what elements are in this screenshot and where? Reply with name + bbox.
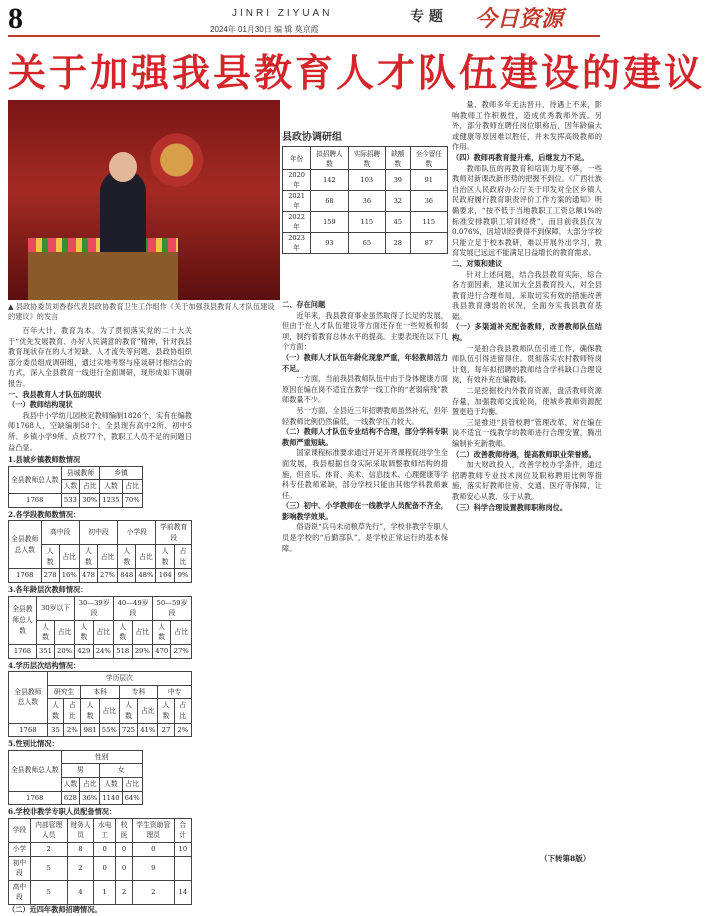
- table-header: 人数: [75, 620, 93, 644]
- table-cell: 20%: [55, 645, 75, 659]
- table-cell: 48%: [136, 569, 156, 583]
- table-header: 人数: [41, 545, 59, 569]
- table-cell: 91: [410, 170, 447, 191]
- dateline: 2024年 01月30日 编 辑 莫京霞: [210, 25, 319, 34]
- table-cell: 35: [47, 723, 63, 737]
- table-cell: 9%: [174, 569, 191, 583]
- table-header: 人数: [36, 620, 54, 644]
- masthead: [0, 0, 608, 36]
- table-header: 人数: [100, 777, 122, 791]
- table-cell: 2023年: [283, 233, 311, 254]
- table-cell: 1768: [9, 569, 42, 583]
- table-cell: 24%: [93, 645, 113, 659]
- table-header: 人数: [81, 699, 99, 723]
- table-header: 占比: [93, 620, 113, 644]
- table-cell: 27%: [98, 569, 118, 583]
- table-cell: 2020年: [283, 170, 311, 191]
- table-header: 性别: [61, 750, 142, 764]
- table-header: 全县教师总人数: [9, 750, 62, 791]
- table-header: 初中段: [79, 521, 117, 545]
- subsection-heading: （一）多渠道补充配备教师，改善教师队伍结构。: [452, 322, 602, 343]
- table-cell: 142: [311, 170, 348, 191]
- section-heading: 二、存在问题: [282, 300, 326, 309]
- paragraph: 一方面，当前我县教师队伍中由于身体健康方面原因在编在岗不适宜在教学一线工作的“老弱病残”教师数量不少。: [282, 374, 448, 405]
- table-cell: 115: [348, 212, 385, 233]
- middle-column: [282, 300, 448, 866]
- table-cell: 16%: [59, 569, 79, 583]
- table-header: 50—59岁段: [152, 596, 191, 620]
- table-header: 占比: [99, 699, 119, 723]
- table-header: 40—49岁段: [114, 596, 153, 620]
- table-cell: 0: [116, 842, 133, 856]
- table-cell: 2: [67, 856, 94, 880]
- section-heading: 一、我县教育人才队伍的现状: [8, 389, 102, 399]
- table-header: 学生资助管理员: [132, 818, 174, 842]
- paragraph: 国家课程标准要求通过开足开齐课程促进学生全面发展，我县根据自身实际采取调整教师结构的措施，但音乐、体育、美术、信息技术、心理健康等学科专任教师紧缺，部分学校只能由其他学科教师兼任。: [282, 448, 448, 500]
- table-cell: 2: [132, 880, 174, 904]
- table-header: 占比: [55, 620, 75, 644]
- table-cell: 1235: [100, 493, 122, 507]
- table-cell: 5: [30, 880, 67, 904]
- table-row: [283, 233, 448, 254]
- paragraph: 百年大计，教育为本。为了贯彻落实党的二十大关于“优先发展教育、办好人民满意的教育”精神，针对我县教育现状存在的人才短缺、人才流失等问题，县政协组织部分委员组成调研组，通过实地考察与座谈研讨相结合的方式，深入全县教育一线进行全面调研，现形成如下调研报告。: [8, 326, 192, 388]
- table-cell: 29%: [132, 645, 152, 659]
- subsection-heading: （二）改善教师待遇，提高教师职业荣誉感。: [452, 449, 596, 459]
- table-cell: [174, 856, 191, 880]
- table-header: 人数: [156, 545, 174, 569]
- table-header: 小学段: [118, 521, 156, 545]
- table-header: 高中段: [41, 521, 79, 545]
- table-title: 3.各年龄层次教师情况：: [8, 585, 88, 595]
- speaker-head: [109, 152, 137, 182]
- table-header: 实际招聘数: [348, 147, 385, 170]
- table-cell: 36%: [80, 791, 100, 805]
- table-title: 2.各学段教师数情况：: [8, 509, 81, 519]
- table-cell: 1140: [100, 791, 122, 805]
- gender-table: [8, 750, 143, 805]
- column-name: 专 题: [410, 9, 443, 25]
- table-cell: 0: [94, 856, 116, 880]
- table-cell: 2: [116, 880, 133, 904]
- paragraph: 教师队伍的再教育和培训力度不够，一些教师对新课改新形势的把握不到位。《广西壮族自治区人民政府办公厅关于印发对全区乡镇人民政府履行教育职责评价工作方案的通知》明确要求，“按不低于当地教职工工资总额1%的标准安排教职工培训经费”，而目前我县仅为0.076%，因培训经费得不到保障，大部分学校只能立足于校本教研，难以开展外出学习，教育发展已远远不能满足日益增长的教育需求。: [452, 163, 602, 258]
- table-cell: 36: [348, 191, 385, 212]
- table-cell: 725: [119, 723, 137, 737]
- table-cell: 高中段: [9, 880, 31, 904]
- table-header: 乡镇: [100, 466, 142, 480]
- masthead-rule: [8, 35, 600, 37]
- table-header: 年份: [283, 147, 311, 170]
- table-header: 县城教师: [61, 466, 100, 480]
- table-header: 人数: [119, 699, 137, 723]
- table-cell: 2%: [174, 723, 191, 737]
- table-cell: 45: [386, 212, 410, 233]
- paragraph: 针对上述问题，结合我县教育实际，综合各方面因素，建议加大全县教育投入，对全县教育进行合理布局，采取切实有效的措施改善我县教育薄弱的状况，全面夯实我县教育基础。: [452, 269, 602, 321]
- table-header: 占比: [80, 480, 100, 494]
- table-header: 合计: [174, 818, 191, 842]
- table-cell: 8: [67, 842, 94, 856]
- table-header: 占比: [174, 699, 191, 723]
- table-header: 财务人员: [67, 818, 94, 842]
- table-header: 人数: [47, 699, 63, 723]
- table-header: 全县教师总人数: [9, 521, 42, 569]
- paragraph: 加大财政投入，改善学校办学条件，通过招聘教师专业技术岗位及职称聘用比例等措施，落实好教师住房、交通、医疗等保障，让教师安心从教、乐于从教。: [452, 460, 602, 501]
- table-header: 学段: [9, 818, 31, 842]
- table-header: 人数: [152, 620, 170, 644]
- table-header: 人数: [114, 620, 132, 644]
- table-header: 占比: [80, 777, 100, 791]
- subsection-heading: （一）教师人才队伍年龄化现象严重，年轻教师活力不足。: [282, 352, 448, 373]
- subsection-heading: （二）近四年教师招聘情况。: [8, 904, 102, 914]
- table-header: 人数: [61, 777, 80, 791]
- table-cell: 115: [410, 212, 447, 233]
- subsection-heading: （二）教师人才队伍专业结构不合理，部分学科专职教师严重短缺。: [282, 427, 448, 447]
- table-row: [283, 170, 448, 191]
- table-header: 占比: [122, 480, 142, 494]
- section-heading: 二、对策和建议: [452, 258, 503, 268]
- left-column: [8, 326, 192, 914]
- table-header: 全县教师总人数: [9, 466, 62, 493]
- subsection-heading: （三）科学合理设置教师职称岗位。: [452, 502, 568, 512]
- table-header: 30岁以下: [36, 596, 74, 620]
- table-header: 人数: [118, 545, 136, 569]
- paragraph: 一是拍合我县教师队伍引进工作，确保教师队伍引得进留得住。贯彻落实农村教师特岗计划，每年拟招聘的教师结合学科缺口合理设岗，有效补充在编教师。: [452, 343, 602, 385]
- school-stage-table: [8, 520, 192, 583]
- table-header: 占比: [138, 699, 158, 723]
- headline: 关于加强我县教育人才队伍建设的建议: [8, 51, 705, 95]
- table-cell: 1768: [9, 645, 37, 659]
- table-title: 4.学历层次结构情况：: [8, 660, 81, 670]
- paragraph: 二是挖掘校内外教育资源，盘活教师资源存量，加强教师交流轮岗，使城乡教师资源配置更趋于均衡。: [452, 386, 602, 417]
- table-header: 专科: [119, 685, 157, 699]
- table-header: 拟招聘人数: [311, 147, 348, 170]
- table-row: [9, 880, 192, 904]
- table-cell: 32: [386, 191, 410, 212]
- staff-table: [8, 818, 192, 905]
- table-cell: 1768: [9, 723, 48, 737]
- right-column: [452, 100, 602, 866]
- paragraph: 我县中小学幼儿园核定教师编制1826个，实有在编教师1768人，空缺编制58个。全县现有高中2所、初中5所、乡镇小学9所、点校77个，教职工人员不足的问题日益凸显。: [8, 410, 192, 452]
- table-title: 1.县城乡镇教师数情况: [8, 455, 81, 465]
- table-cell: 93: [311, 233, 348, 254]
- table-cell: 518: [114, 645, 132, 659]
- table-header: 占比: [122, 777, 142, 791]
- table-cell: 0: [132, 842, 174, 856]
- table-cell: 68: [311, 191, 348, 212]
- paper-logo: 今日资源: [475, 6, 564, 32]
- table-cell: 1: [94, 880, 116, 904]
- table-cell: 10: [174, 842, 191, 856]
- table-header: 缺额数: [386, 147, 410, 170]
- table-header: 全县教师总人数: [9, 672, 48, 723]
- table-cell: 87: [410, 233, 447, 254]
- table-cell: 103: [348, 170, 385, 191]
- table-header: 人数: [100, 480, 122, 494]
- table-cell: 1768: [9, 493, 62, 507]
- table-cell: 2021年: [283, 191, 311, 212]
- byline: 县政协调研组: [282, 132, 342, 143]
- podium: [28, 252, 178, 300]
- table-cell: 2022年: [283, 212, 311, 233]
- paper-pinyin: JINRI ZIYUAN: [232, 8, 333, 19]
- table-header: 占比: [64, 699, 81, 723]
- table-cell: 848: [118, 569, 136, 583]
- table-cell: 39: [386, 170, 410, 191]
- table-row: [9, 856, 192, 880]
- table-row: [283, 191, 448, 212]
- table-header: 校医: [116, 818, 133, 842]
- table-header: 至今留任数: [410, 147, 447, 170]
- urban-rural-table: [8, 466, 143, 508]
- table-header: 水电工: [94, 818, 116, 842]
- speaker-photo: [8, 100, 280, 300]
- table-cell: 初中段: [9, 856, 31, 880]
- page-number: 8: [8, 2, 23, 35]
- table-header: 人数: [61, 480, 80, 494]
- table-cell: 429: [75, 645, 93, 659]
- table-header: 30—39岁段: [75, 596, 114, 620]
- table-cell: 小学: [9, 842, 31, 856]
- table-header: 占比: [98, 545, 118, 569]
- table-header: 占比: [171, 620, 192, 644]
- table-cell: 628: [61, 791, 80, 805]
- table-cell: 981: [81, 723, 99, 737]
- table-header: 中专: [158, 685, 192, 699]
- table-title: 5.性别比情况：: [8, 739, 59, 749]
- subsection-heading: （一）教师结构现状: [8, 400, 73, 410]
- table-cell: 55%: [99, 723, 119, 737]
- table-cell: 0: [94, 842, 116, 856]
- table-cell: 1768: [9, 791, 62, 805]
- table-row: [283, 212, 448, 233]
- table-cell: 14: [174, 880, 191, 904]
- table-header: 占比: [132, 620, 152, 644]
- table-header: 女: [100, 764, 142, 778]
- table-cell: 30%: [80, 493, 100, 507]
- table-header: 学历层次: [47, 672, 191, 686]
- continued-note: （下转第8版）: [540, 854, 591, 863]
- table-cell: 36: [410, 191, 447, 212]
- table-cell: 70%: [122, 493, 142, 507]
- table-cell: 41%: [138, 723, 158, 737]
- table-cell: 9: [132, 856, 174, 880]
- age-table: [8, 596, 192, 659]
- paragraph: 另一方面，全县近三年招聘教师虽然补充，但年轻教师比例仍然偏低，一线教学压力较大。: [282, 405, 448, 426]
- table-cell: 4: [67, 880, 94, 904]
- table-cell: 2: [30, 842, 67, 856]
- paragraph: 俗语说“兵马未动粮草先行”，学校非教学专职人员是学校的“后勤部队”，是学校正常运行的基本保障。: [282, 522, 448, 553]
- table-cell: 533: [61, 493, 80, 507]
- table-header: 占比: [59, 545, 79, 569]
- subsection-heading: （四）教师再教育提升难，后继发力不足。: [452, 152, 589, 162]
- education-level-table: [8, 671, 192, 737]
- table-cell: 27: [158, 723, 174, 737]
- table-header: 占比: [136, 545, 156, 569]
- table-title: 6.学校非教学专职人员配备情况：: [8, 807, 117, 817]
- table-header: 人数: [79, 545, 97, 569]
- table-header: 研究生: [47, 685, 81, 699]
- recruitment-table: [282, 146, 448, 254]
- table-header: 学前教育段: [156, 521, 192, 545]
- table-header: 男: [61, 764, 100, 778]
- table-cell: 27%: [171, 645, 192, 659]
- table-cell: 278: [41, 569, 59, 583]
- table-cell: 0: [116, 856, 133, 880]
- table-cell: 65: [348, 233, 385, 254]
- table-cell: 164: [156, 569, 174, 583]
- table-cell: 159: [311, 212, 348, 233]
- subsection-heading: （三）初中、小学教师在一线教学人员配备不齐全，影响教学效果。: [282, 501, 448, 521]
- paragraph: 量、教师多年无法晋升、待遇上不来，影响教师工作积极性，造成优秀教师外流。另外，部分教师在聘任岗位职称后，因年龄偏大或健康等原因难以胜任，并未发挥高级教师的作用。: [452, 100, 602, 152]
- table-cell: 2%: [64, 723, 81, 737]
- table-cell: 351: [36, 645, 54, 659]
- table-row: [9, 842, 192, 856]
- table-cell: 64%: [122, 791, 142, 805]
- table-header: 全县教师总人数: [9, 596, 37, 644]
- photo-caption: ▲ 县政协委员刘香春代表县政协教育卫生工作组作《关于加强我县教育人才队伍建设的建议》的发言: [8, 302, 275, 321]
- table-cell: 478: [79, 569, 97, 583]
- table-cell: 5: [30, 856, 67, 880]
- table-header: 占比: [174, 545, 191, 569]
- paragraph: 三是推进“县管校聘”管理改革，对在编在岗不适宜一线教学的教师进行合理安置，腾出编制补充新教师。: [452, 417, 602, 448]
- paragraph: 近年来，我县教育事业虽然取得了长足的发展，但由于在人才队伍建设等方面还存在一些短板和弱项，制约着教育总体水平的提高。主要表现在以下几个方面：: [282, 310, 448, 352]
- table-header: 本科: [81, 685, 119, 699]
- table-header: 内部管理人员: [30, 818, 67, 842]
- table-cell: 470: [152, 645, 170, 659]
- table-header: 人数: [158, 699, 174, 723]
- table-cell: 28: [386, 233, 410, 254]
